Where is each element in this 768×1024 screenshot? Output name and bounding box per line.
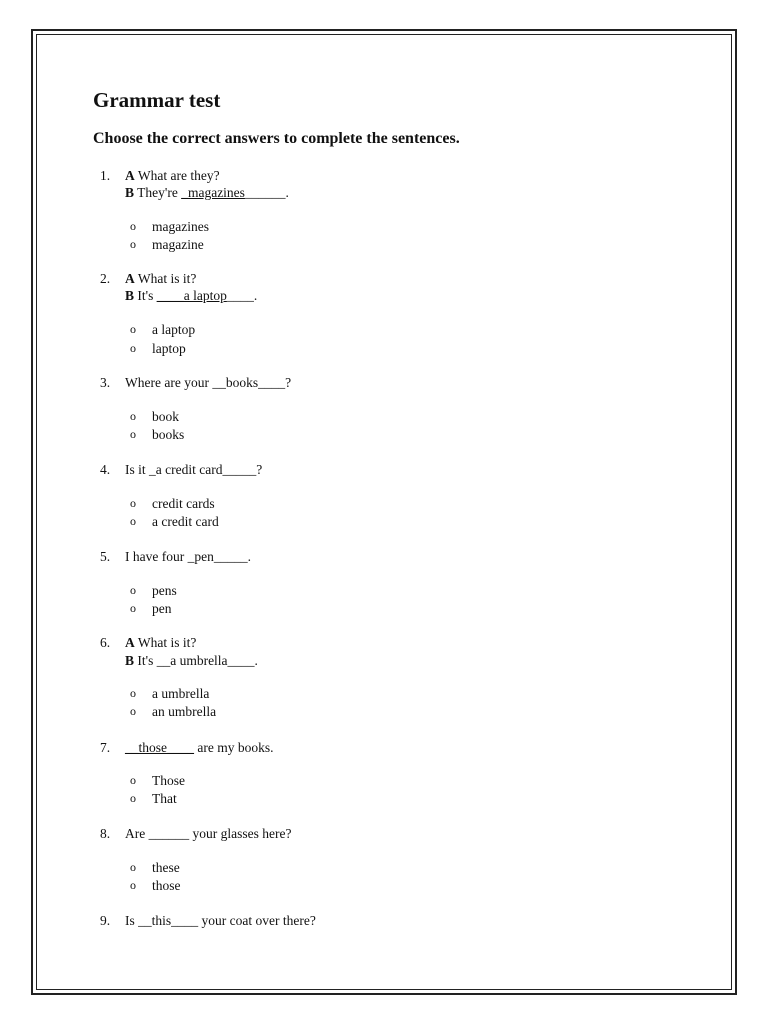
instructions: Choose the correct answers to complete the sentences. (93, 130, 460, 147)
option[interactable]: Those (152, 773, 185, 788)
question-number: 3. (100, 375, 111, 390)
option-bullet: o (130, 686, 136, 700)
question-number: 1. (100, 168, 111, 183)
question-line-b: B It's __a umbrella____. (125, 653, 258, 668)
option-bullet: o (130, 341, 136, 355)
answer-blank: __those____ (125, 740, 194, 755)
question-number: 2. (100, 271, 111, 286)
option[interactable]: book (152, 409, 179, 424)
option-bullet: o (130, 496, 136, 510)
question-text: Is it _a credit card_____? (125, 462, 263, 477)
question-number: 6. (100, 635, 111, 650)
question-line-b: B They're _magazines______. (125, 185, 289, 200)
question-line-a: A What is it? (125, 271, 197, 286)
question-line-a: A What are they? (125, 168, 220, 183)
option[interactable]: those (152, 878, 181, 893)
option[interactable]: an umbrella (152, 704, 217, 719)
option-bullet: o (130, 237, 136, 251)
option-bullet: o (130, 583, 136, 597)
option-bullet: o (130, 704, 136, 718)
question-line-b: B It's ____a laptop____. (125, 288, 258, 303)
question-text: Is __this____ your coat over there? (125, 913, 316, 928)
option-bullet: o (130, 427, 136, 441)
option[interactable]: credit cards (152, 496, 215, 511)
option-bullet: o (130, 860, 136, 874)
question-text: __those____ are my books. (125, 740, 274, 755)
option-bullet: o (130, 601, 136, 615)
option[interactable]: a umbrella (152, 686, 210, 701)
option[interactable]: pen (152, 601, 172, 616)
answer-blank: ____a laptop (156, 288, 227, 303)
option-bullet: o (130, 791, 136, 805)
option-bullet: o (130, 219, 136, 233)
option[interactable]: a laptop (152, 322, 196, 337)
option[interactable]: pens (152, 583, 177, 598)
option[interactable]: That (152, 791, 177, 806)
option-bullet: o (130, 322, 136, 336)
question-line-a: A What is it? (125, 635, 197, 650)
page-title: Grammar test (93, 88, 221, 112)
option[interactable]: magazine (152, 237, 204, 252)
option[interactable]: magazines (152, 219, 209, 234)
option[interactable]: laptop (152, 341, 186, 356)
option-bullet: o (130, 878, 136, 892)
question-number: 4. (100, 462, 111, 477)
answer-blank: _magazines (181, 185, 245, 200)
answer-blank: __a umbrella____. (156, 653, 258, 668)
question-text: I have four _pen_____. (125, 549, 251, 564)
option[interactable]: a credit card (152, 514, 219, 529)
option-bullet: o (130, 409, 136, 423)
question-text: Are ______ your glasses here? (125, 826, 292, 841)
question-text: Where are your __books____? (125, 375, 292, 390)
option-bullet: o (130, 773, 136, 787)
question-number: 9. (100, 913, 111, 928)
question-number: 7. (100, 740, 111, 755)
option[interactable]: these (152, 860, 180, 875)
question-number: 8. (100, 826, 111, 841)
question-number: 5. (100, 549, 111, 564)
option[interactable]: books (152, 427, 185, 442)
option-bullet: o (130, 514, 136, 528)
